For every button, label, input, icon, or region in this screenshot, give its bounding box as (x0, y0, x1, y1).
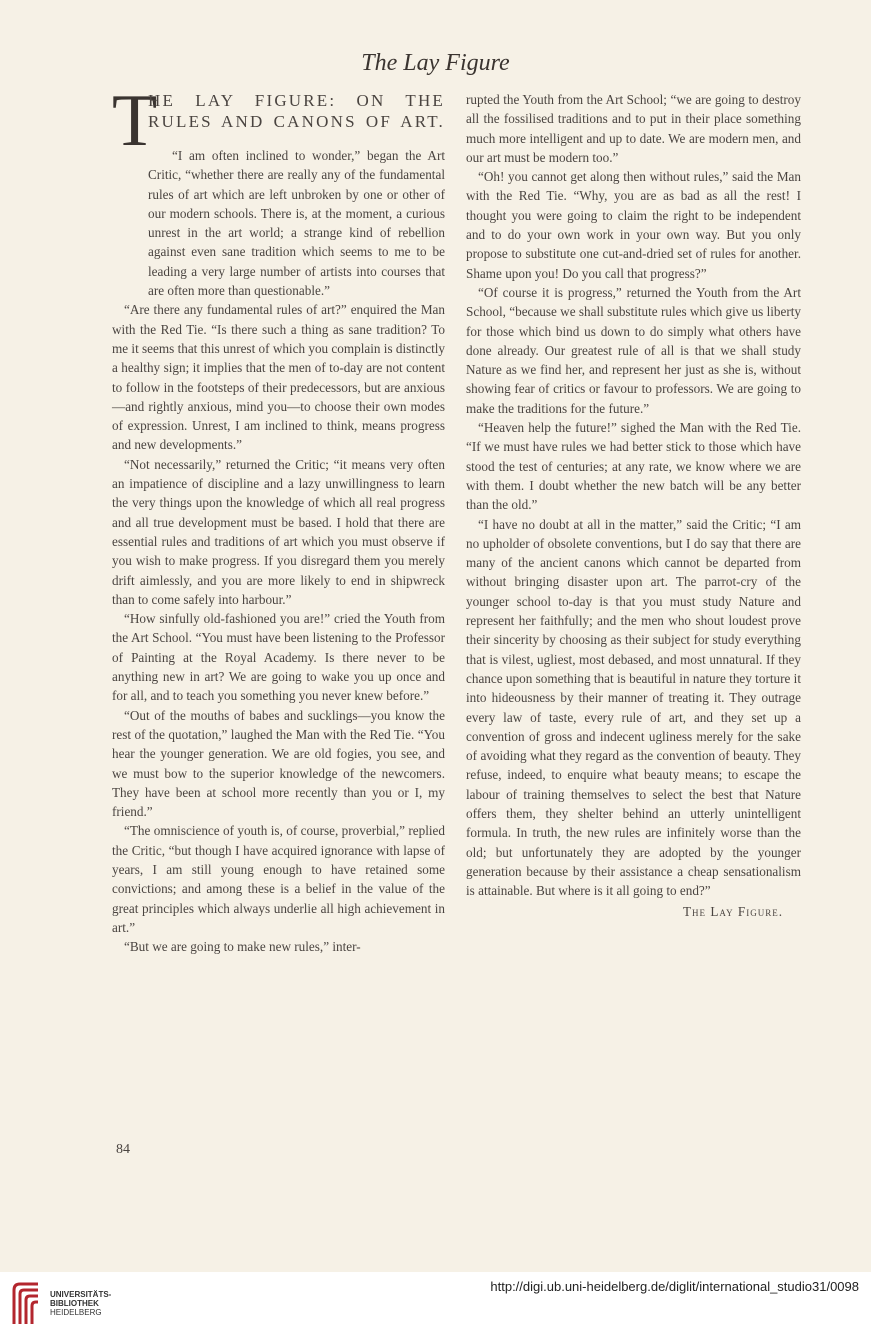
page-number: 84 (116, 1142, 130, 1157)
permalink-url[interactable]: http://digi.ub.uni-heidelberg.de/diglit/international_studio31/0098 (490, 1279, 859, 1294)
paragraph: “How sinfully old-fashioned you are!” cried the Youth from the Art School. “You must have been listening to the Professor of Painting at the Royal Academy. Is there never to be anything new in art? We are going to wake you up once and for all, and to teach you something you never knew before.” (112, 611, 445, 704)
paragraph: “Not necessarily,” returned the Critic; “it means very often an impatience of discipline and a lazy unwillingness to learn the very things upon the knowledge of which all real progress and all true development must be based. I hold that there are essential rules and traditions of art which you must observe if you wish to make progress. If you disregard them you merely drift aimlessly, and you are more likely to end in shipwreck than to come safely into harbour.” (112, 456, 445, 607)
library-name-line: HEIDELBERG (50, 1308, 102, 1317)
paragraph: “Oh! you cannot get along then without rules,” said the Man with the Red Tie. “Why, you are as bad as all the rest! I thought you were going to claim the right to be independent and to do your own work in your own way. But you only propose to substitute one cut-and-dried set of rules for another. Shame upon you! Do you call that progress?” (466, 169, 801, 281)
paragraph: “I am often inclined to wonder,” began the Art Critic, “whether there are really any of the fundamental rules of art which are left unbroken by one or other of our modern schools. There is, at the moment, a curious unrest in the art world; a strange kind of rebellion against even sane tradition which seems to me to be leading a very large number of artists into courses that are often more than questionable.” (148, 148, 445, 299)
library-name-line: BIBLIOTHEK (50, 1299, 99, 1308)
paragraph: “Of course it is progress,” returned the Youth from the Art School, “because we shall substitute rules which give us liberty for those which bind us down to do simply what others have done already. Our greatest rule of all is that we shall study Nature as we find her, and represent her just as she is, without showing fear of critics or favour to professors. We are going to make the traditions for the future.” (466, 284, 801, 416)
paragraph: “Heaven help the future!” sighed the Man with the Red Tie. “If we must have rules we had better stick to those which have stood the test of centuries; at any rate, we know where we are with them. I doubt whether the new batch will be any better than the old.” (466, 420, 801, 513)
library-logo-icon (8, 1280, 44, 1328)
left-column (112, 80, 445, 956)
article-heading-block (112, 80, 445, 162)
drop-cap: T (112, 80, 158, 162)
paragraph: “The omniscience of youth is, of course, proverbial,” replied the Critic, “but though I have acquired ignorance with lapse of years, I am still young enough to have retained some convictions; and among these is a belief in the value of the great principles which always underlie all high achievement in art.” (112, 823, 445, 935)
paragraph: “I have no doubt at all in the matter,” said the Critic; “I am no upholder of obsolete conventions, but I do say that there are many of the ancient canons which cannot be departed from without bringing disaster upon art. The parrot-cry of the younger school to-day is that you must study Nature and represent her faithfully; and the men who shout loudest prove their sincerity by choosing as their subject for study everything that is vilest, ugliest, most debased, and most unnatural. If they chance upon something that is beautiful in nature they torture it into hideousness by their manner of treating it. They outrage every law of taste, every rule of art, and they set up a convention of gross and indecent ugliness merely for the sake of avoiding what they regard as the convention of beauty. They refuse, indeed, to enquire what beauty means; to escape the labour of training themselves to select the best that Nature offers them, they shelter behind an utterly unintelligent formula. In truth, the new rules are infinitely worse than the old; but unfortunately they are adopted by the younger generation because by their assistance a cheap sensationalism is attainable. But where is it all going to end?” (466, 516, 801, 899)
footer-bar (0, 1272, 871, 1334)
right-column (466, 90, 801, 922)
running-title: The Lay Figure (361, 50, 510, 76)
author-signature: The Lay Figure. (682, 904, 783, 920)
library-name (50, 1290, 111, 1317)
paragraph: “Out of the mouths of babes and sucklings—you know the rest of the quotation,” laughed the Man with the Red Tie. “You hear the younger generation. We are old fogies, you see, and we must bow to the superior knowledge of the newcomers. They have been at school more recently than you or I, my friend.” (112, 707, 445, 820)
paragraph: “But we are going to make new rules,” inter- (124, 939, 361, 955)
paragraph-continuation: rupted the Youth from the Art School; “we are going to destroy all the fossilised traditions and to put in their place something much more intelligent and up to date. We are modern men, and our art must be modern too.” (466, 92, 801, 165)
article-heading: HE LAY FIGURE: ON THE RULES AND CANONS OF ART. (148, 91, 445, 131)
paragraph: “Are there any fundamental rules of art?” enquired the Man with the Red Tie. “Is there such a thing as sane tradition? To me it seems that this unrest of which you complain is distinctly a healthy sign; it implies that the men of to-day are not content to follow in the footsteps of their predecessors, but are anxious—and rightly anxious, mind you—to choose their own modes of expression. Unrest, I am inclined to think, means progress and new developments.” (112, 302, 445, 453)
library-name-line: UNIVERSITÄTS- (50, 1290, 112, 1299)
